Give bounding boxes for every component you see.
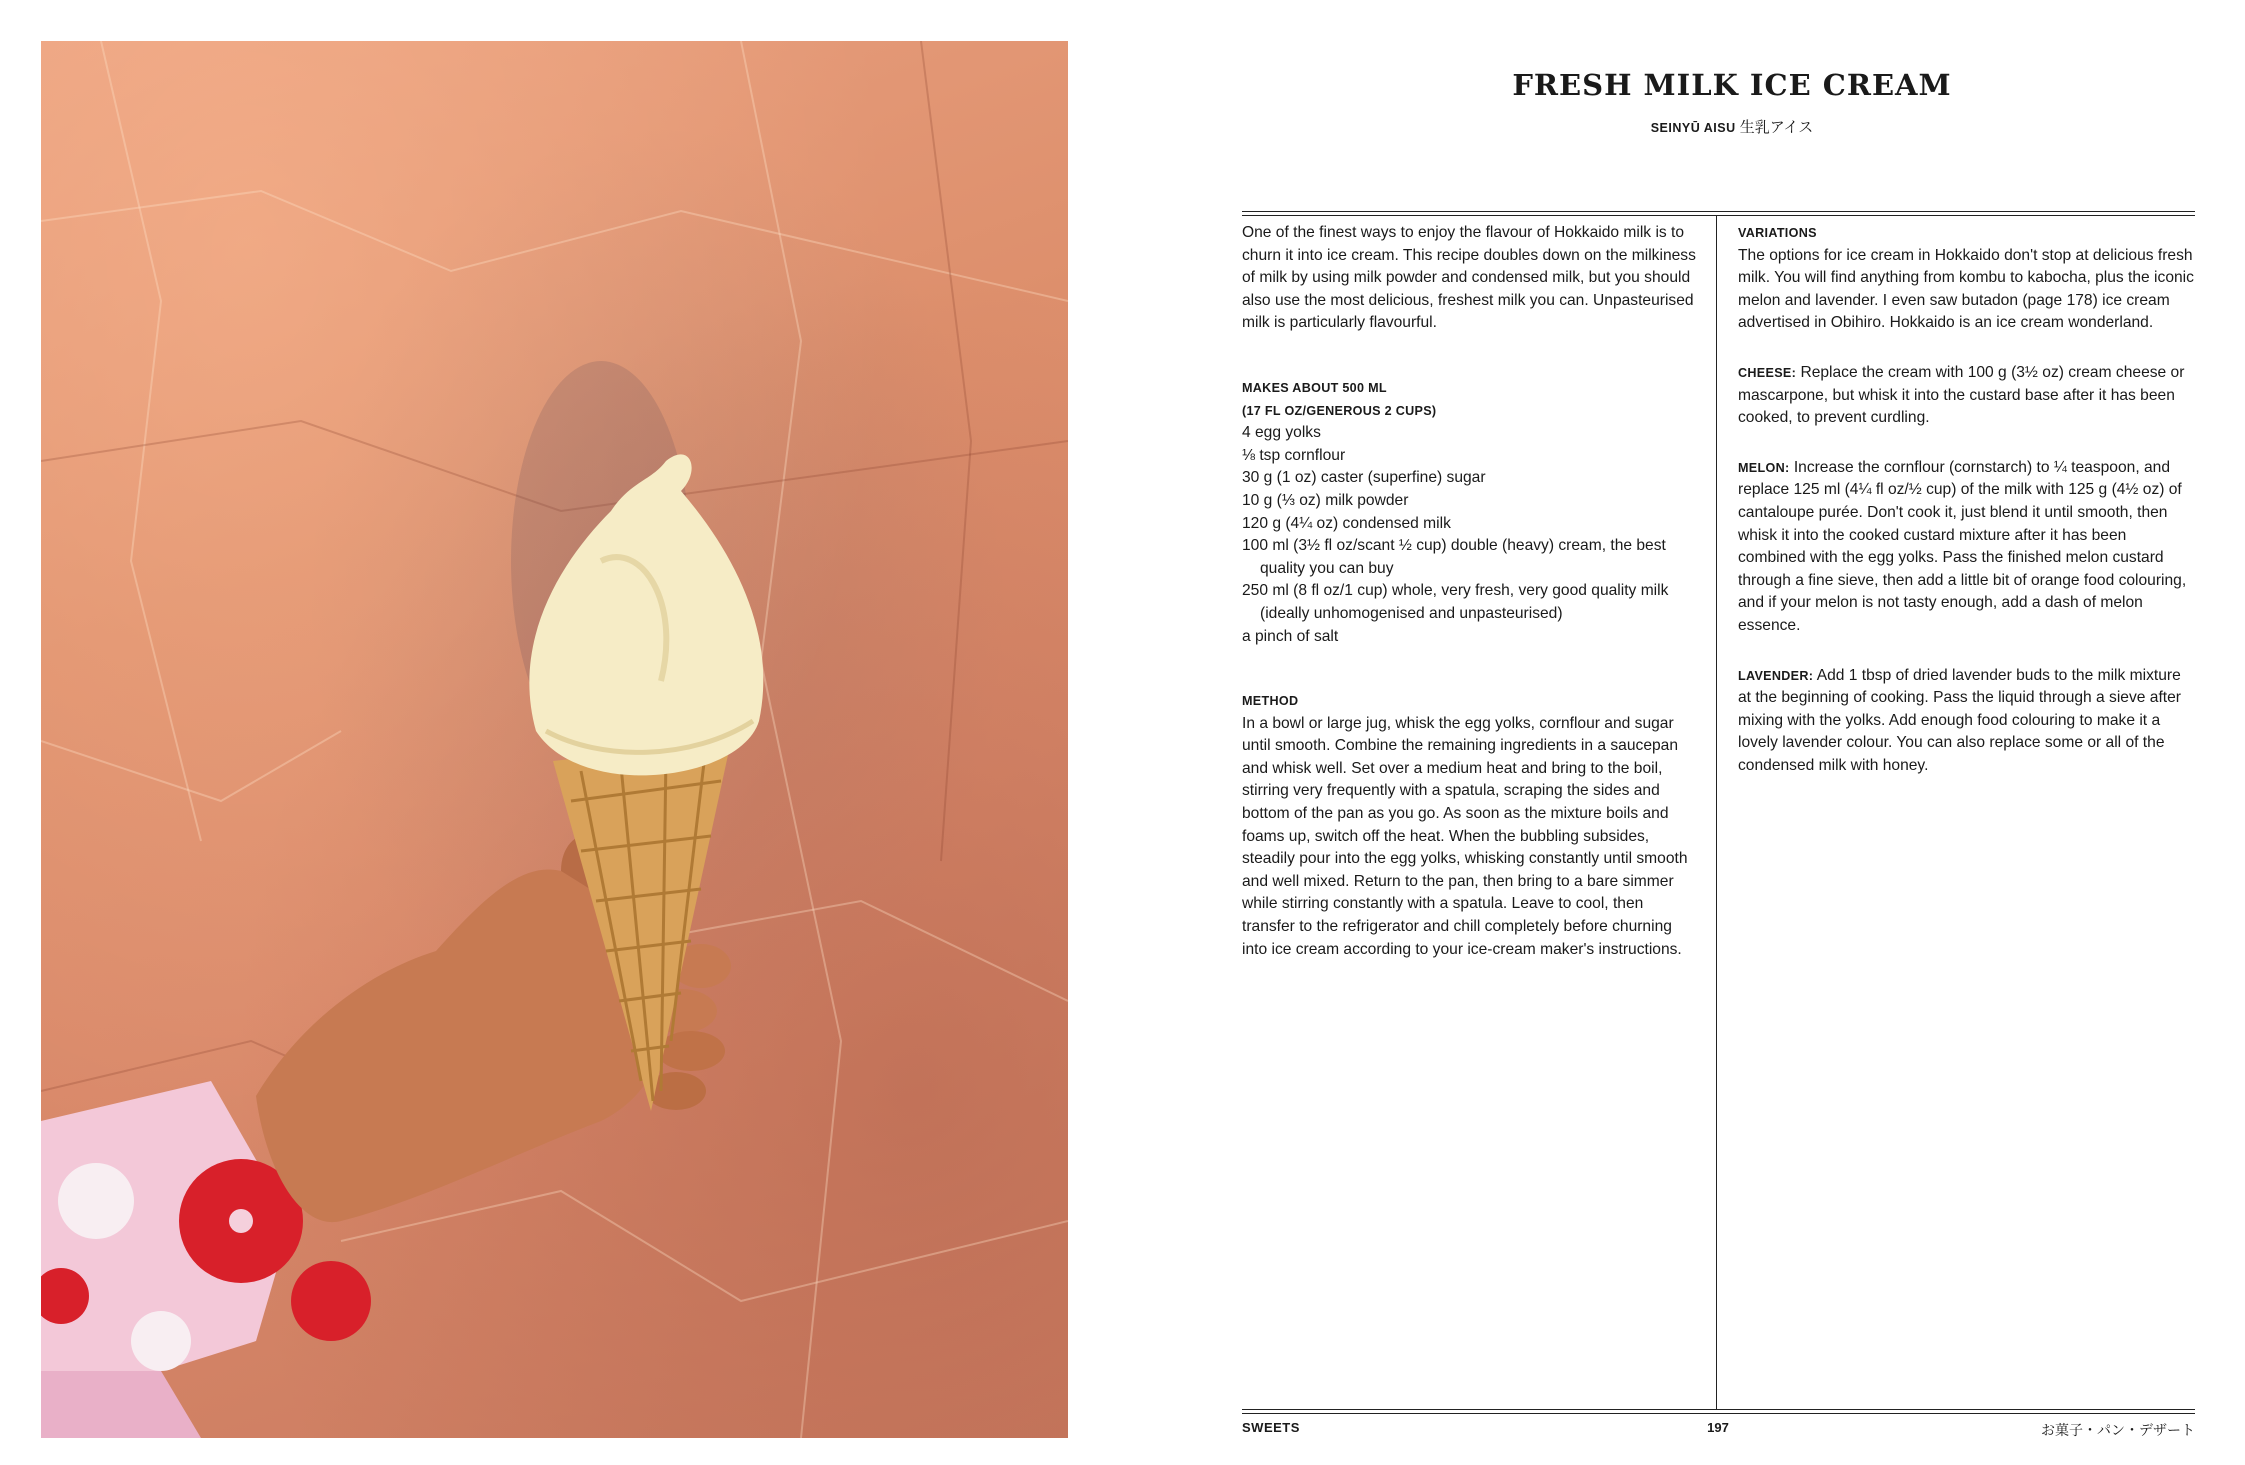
ingredient-item: 10 g (⅓ oz) milk powder: [1242, 491, 1409, 509]
ingredient-item: 250 ml (8 fl oz/1 cup) whole, very fresh, very good quality milk (ideally unhomogenised and unpasteurised): [1242, 582, 1669, 622]
ingredient-item: 30 g (1 oz) caster (superfine) sugar: [1242, 469, 1486, 487]
variation-lavender: [1738, 665, 2198, 778]
page-number: 197: [1707, 1420, 1729, 1435]
footer-section: SWEETS: [1242, 1420, 1300, 1435]
footer-japanese: お菓子・パン・デザート: [2041, 1422, 2195, 1438]
variation-label: MELON:: [1738, 460, 1790, 475]
variation-label: LAVENDER:: [1738, 668, 1814, 683]
intro-paragraph: One of the finest ways to enjoy the flavour of Hokkaido milk is to churn it into ice cream. This recipe doubles down on the milkiness of milk by using milk powder and condensed milk, but you should also use the most delicious, freshest milk you can. Unpasteurised milk is particularly flavourful.: [1242, 224, 1696, 332]
ice-cream-photo: [41, 41, 1068, 1438]
recipe-subtitle: [1242, 116, 2222, 137]
ingredient-list: [1242, 422, 1700, 648]
variation-label: CHEESE:: [1738, 365, 1797, 380]
variation-text: Add 1 tbsp of dried lavender buds to the milk mixture at the beginning of cooking. Pass the liquid through a sieve after mixing with the yolks. Add enough food colouring to make it a lovely lavender colour. You can also replace some or all of the condensed milk with honey.: [1738, 666, 2181, 774]
variation-text: Increase the cornflour (cornstarch) to ¼ teaspoon, and replace 125 ml (4¼ fl oz/½ cup) of the milk with 125 g (4½ oz) of cantaloupe purée. Don't cook it, just blend it until smooth, then whisk it into the cooked custard mixture after it has been combined with the egg yolks. Pass the finished melon custard through a fine sieve, then add a little bit of orange food colouring, and if your melon is not tasty enough, add a dash of melon essence.: [1738, 458, 2187, 634]
ingredient-item: 100 ml (3½ fl oz/scant ½ cup) double (heavy) cream, the best quality you can buy: [1242, 537, 1666, 577]
method-heading: METHOD: [1242, 694, 1299, 709]
variations-heading: VARIATIONS: [1738, 226, 1817, 240]
bottom-double-rule: [1242, 1409, 2195, 1414]
yield-line-2: (17 FL OZ/GENEROUS 2 CUPS): [1242, 403, 1437, 418]
variation-melon: [1738, 457, 2198, 638]
yield-line-1: MAKES ABOUT 500 ML: [1242, 380, 1387, 395]
column-divider: [1716, 216, 1717, 1409]
recipe-japanese: 生乳アイス: [1739, 119, 1814, 136]
variation-text: Replace the cream with 100 g (3½ oz) cream cheese or mascarpone, but whisk it into the custard base after it has been cooked, to prevent curdling.: [1738, 363, 2185, 427]
variation-cheese: [1738, 362, 2198, 430]
left-column: [1242, 222, 1700, 961]
ingredient-item: 4 egg yolks: [1242, 424, 1321, 442]
right-column: [1738, 222, 2198, 777]
ingredient-item: a pinch of salt: [1242, 627, 1339, 645]
method-text: In a bowl or large jug, whisk the egg yolks, cornflour and sugar until smooth. Combine the remaining ingredients in a saucepan and whisk well. Set over a medium heat and bring to the boil, stirring very frequently with a spatula, scraping the sides and bottom of the pan as you go. As soon as the mixture boils and foams up, switch off the heat. When the bubbling subsides, steadily pour into the egg yolks, whisking constantly until smooth and well mixed. Return to the pan, then bring to a bare simmer while stirring constantly with a spatula. Leave to cool, then transfer to the refrigerator and chill completely before churning into ice cream according to your ice-cream maker's instructions.: [1242, 714, 1688, 958]
recipe-romaji: SEINYŪ AISU: [1650, 121, 1736, 135]
recipe-title: FRESH MILK ICE CREAM: [1512, 68, 1952, 102]
top-double-rule: [1242, 211, 2195, 216]
photo-illustration: [41, 41, 1068, 1438]
ingredient-item: 120 g (4¼ oz) condensed milk: [1242, 514, 1451, 532]
variations-intro: The options for ice cream in Hokkaido don't stop at delicious fresh milk. You will find anything from kombu to kabocha, plus the iconic melon and lavender. I even saw butadon (page 178) ice cream advertised in Obihiro. Hokkaido is an ice cream wonderland.: [1738, 246, 2194, 332]
ingredient-item: ⅛ tsp cornflour: [1242, 446, 1346, 464]
